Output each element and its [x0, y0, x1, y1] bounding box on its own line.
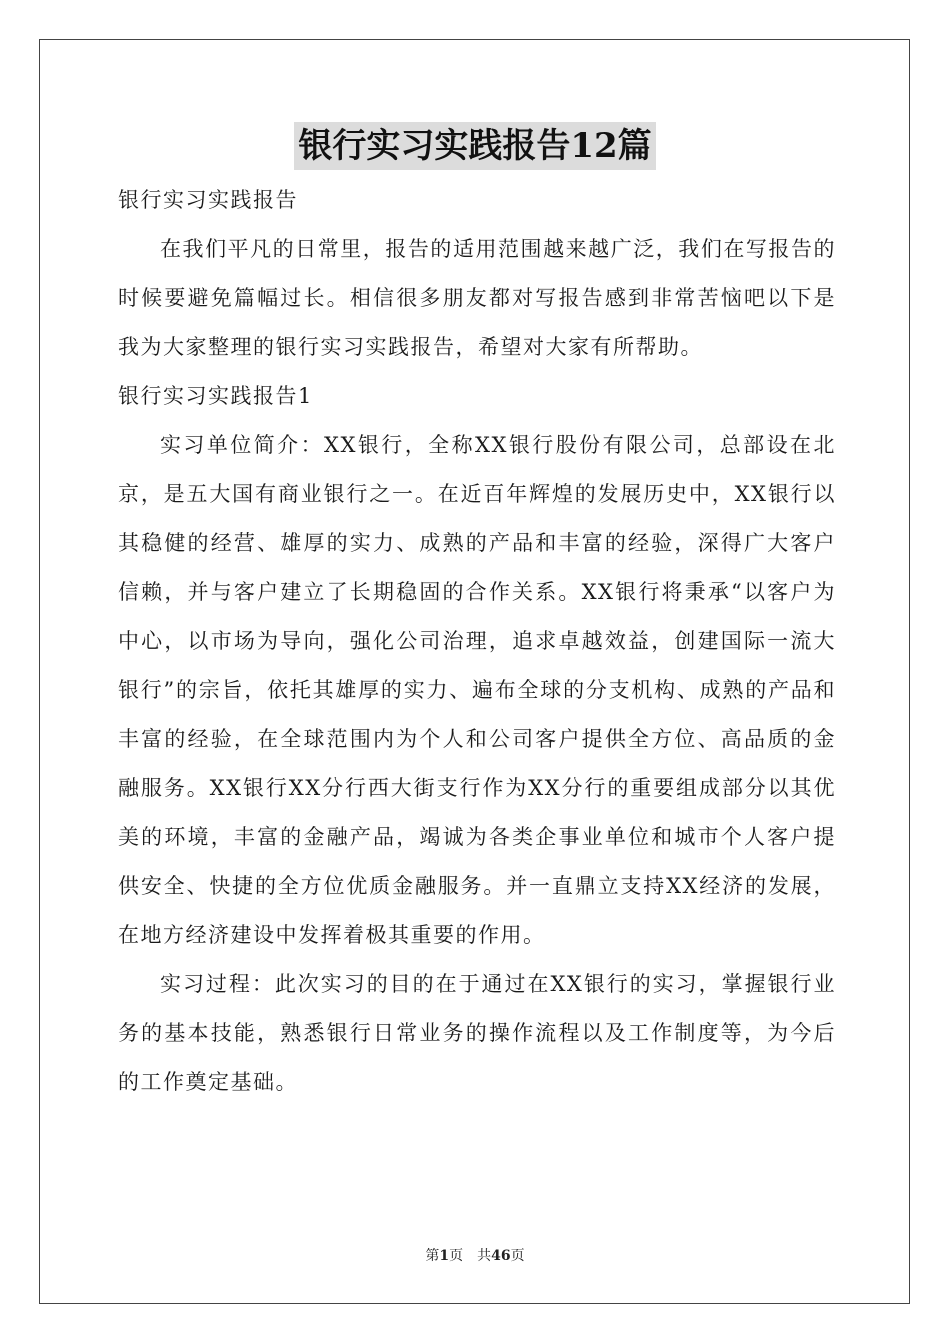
total-suffix: 页	[510, 1248, 525, 1264]
document-title-container	[0, 122, 950, 170]
company-intro-paragraph: 实习单位简介：XX银行，全称XX银行股份有限公司，总部设在北京，是五大国有商业银行之一。在近百年辉煌的发展历史中，XX银行以其稳健的经营、雄厚的实力、成熟的产品和丰富的经验，深得广大客户信赖，并与客户建立了长期稳固的合作关系。XX银行将秉承“以客户为中心，以市场为导向，强化公司治理，追求卓越效益，创建国际一流大银行”的宗旨，依托其雄厚的实力、遍布全球的分支机构、成熟的产品和丰富的经验，在全球范围内为个人和公司客户提供全方位、高品质的金融服务。XX银行XX分行西大街支行作为XX分行的重要组成部分以其优美的环境，丰富的金融产品，竭诚为各类企事业单位和城市个人客户提供安全、快捷的全方位优质金融服务。并一直鼎立支持XX经济的发展，在地方经济建设中发挥着极其重要的作用。	[118, 433, 836, 947]
document-subtitle: 银行实习实践报告	[118, 188, 298, 212]
total-pages: 46	[491, 1248, 511, 1264]
document-body	[118, 176, 836, 1107]
page-prefix: 第	[425, 1248, 440, 1264]
intro-paragraph: 在我们平凡的日常里，报告的适用范围越来越广泛，我们在写报告的时候要避免篇幅过长。相信很多朋友都对写报告感到非常苦恼吧以下是我为大家整理的银行实习实践报告，希望对大家有所帮助。	[118, 237, 836, 359]
internship-process-paragraph: 实习过程：此次实习的目的在于通过在XX银行的实习，掌握银行业务的基本技能，熟悉银行日常业务的操作流程以及工作制度等，为今后的工作奠定基础。	[118, 972, 836, 1094]
section-title: 银行实习实践报告1	[118, 384, 313, 408]
document-title: 银行实习实践报告12篇	[294, 122, 655, 170]
page-footer	[0, 1246, 950, 1266]
page-suffix: 页	[449, 1248, 464, 1264]
total-prefix: 共	[477, 1248, 492, 1264]
page-number: 1	[439, 1248, 450, 1264]
